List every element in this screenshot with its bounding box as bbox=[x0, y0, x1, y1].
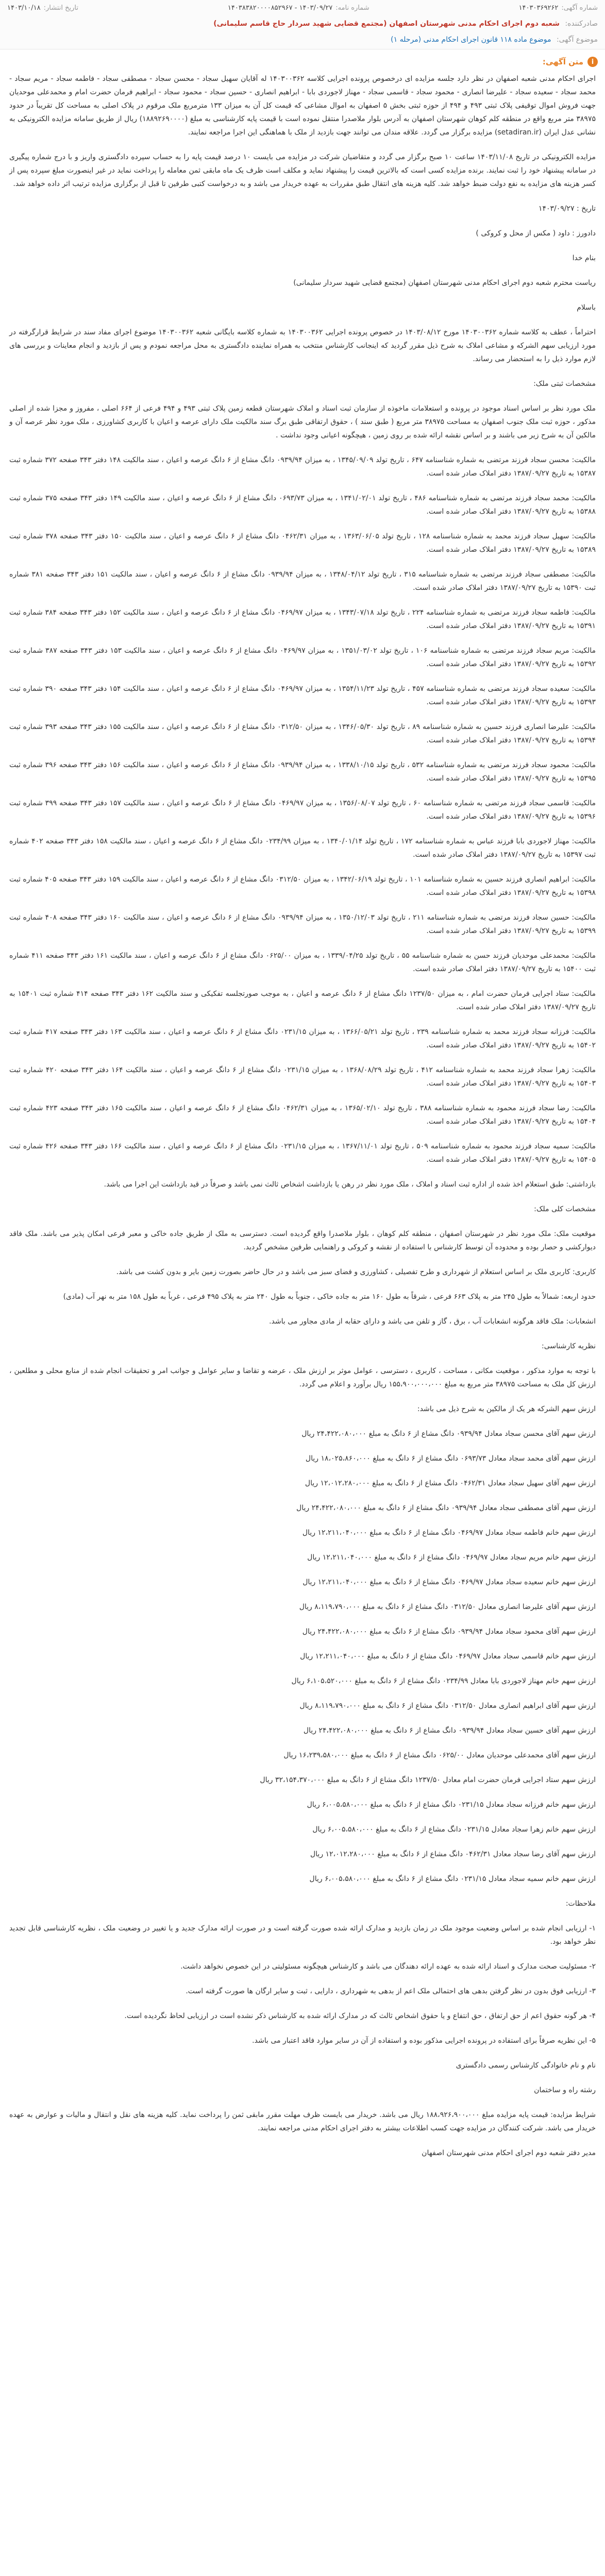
body-paragraph: مالکیت: مصطفی سجاد فرزند مرتضی به شماره شناسنامه ۳۱۵ ، تاریخ تولد ۱۳۴۸/۰۴/۱۲ ، به میزان ۰۹۳۹/۹۴ دانگ مشاع از ۶ دانگ عرصه و اعیان ، سند مالکیت ۱۵۱ دفتر ۳۴۳ صفحه ۳۸۱ شماره ثبت ۱۵۳۹۰ به تاریخ ۱۳۸۷/۰۹/۲۷ دفتر املاک صادر شده است. bbox=[9, 570, 596, 592]
body-paragraph: مالکیت: سمیه سجاد فرزند محمود به شماره شناسنامه ۵۰۹ ، تاریخ تولد ۱۳۶۷/۱۱/۰۱ ، به میزان ۰۲۳۱/۱۵ دانگ مشاع از ۶ دانگ عرصه و اعیان ، سند مالکیت ۱۶۶ دفتر ۳۴۳ صفحه ۴۲۶ شماره ثبت ۱۵۴۰۵ به تاریخ ۱۳۸۷/۰۹/۲۷ دفتر املاک صادر شده است. bbox=[9, 1142, 596, 1164]
body-paragraph: ارزش سهم آقای محمدعلی موحدیان معادل ۰۶۲۵/۰۰ دانگ مشاع از ۶ دانگ به مبلغ ۱۶،۲۳۹،۵۸۰،۰۰۰ ریال bbox=[283, 1751, 596, 1759]
issuer-value: شعبه دوم اجرای احکام مدنی شهرستان اصفهان (مجتمع قضایی شهید سردار حاج قاسم سلیمانی) bbox=[213, 20, 560, 28]
body-paragraph: بنام خدا bbox=[572, 254, 596, 262]
body-paragraph: مالکیت: زهرا سجاد فرزند محمد به شماره شناسنامه ۴۱۲ ، تاریخ تولد ۱۳۶۸/۰۸/۲۹ ، به میزان ۰۲۳۱/۱۵ دانگ مشاع از ۶ دانگ عرصه و اعیان ، سند مالکیت ۱۶۴ دفتر ۳۴۳ صفحه ۴۲۰ شماره ثبت ۱۵۴۰۳ به تاریخ ۱۳۸۷/۰۹/۲۷ دفتر املاک صادر شده است. bbox=[9, 1066, 596, 1088]
body-paragraph: مالکیت: سهیل سجاد فرزند محمد به شماره شناسنامه ۱۲۸ ، تاریخ تولد ۱۳۶۳/۰۶/۰۵ ، به میزان ۰۴۶۲/۳۱ دانگ مشاع از ۶ دانگ عرصه و اعیان ، سند مالکیت ۱۵۰ دفتر ۳۴۳ صفحه ۳۷۸ شماره ثبت ۱۵۳۸۹ به تاریخ ۱۳۸۷/۰۹/۲۷ دفتر املاک صادر شده است. bbox=[9, 532, 596, 554]
text-section-header bbox=[543, 57, 598, 67]
body-paragraph: ارزش سهم خانم مهناز لاجوردی بابا معادل ۰۲۳۴/۹۹ دانگ مشاع از ۶ دانگ به مبلغ ۶،۱۰۵،۵۲۰،۰۰۰ ریال bbox=[291, 1677, 596, 1685]
body-paragraph: مدیر دفتر شعبه دوم اجرای احکام مدنی شهرستان اصفهان bbox=[422, 2149, 596, 2157]
letter-value: ۱۴۰۳/۰۹/۲۷ - ۱۴۰۳۸۳۸۲۰۰۰۰۸۵۲۹۶۷ bbox=[227, 4, 333, 12]
body-paragraph: ارزش سهم آقای محسن سجاد معادل ۰۹۳۹/۹۴ دانگ مشاع از ۶ دانگ به مبلغ ۲۴،۴۲۲،۰۸۰،۰۰۰ ریال bbox=[301, 1430, 596, 1438]
body-paragraph: موقعیت ملک: ملک مورد نظر در شهرستان اصفهان ، منطقه کلم کوهان ، بلوار ملاصدرا واقع گردیده است. دسترسی به ملک از طریق جاده خاکی و معبر فرعی امکان پذیر می باشد. ملک فاقد دیوارکشی و حصار بوده و محدوده آن توسط کارشناس با استفاده از نقشه و کروکی و راهنمایی طرفین مشخص گردید. bbox=[9, 1230, 596, 1251]
body-paragraph: مالکیت: مریم سجاد فرزند مرتضی به شماره شناسنامه ۱۰۶ ، تاریخ تولد ۱۳۵۱/۰۳/۰۲ ، به میزان ۰۴۶۹/۹۷ دانگ مشاع از ۶ دانگ عرصه و اعیان ، سند مالکیت ۱۵۳ دفتر ۳۴۳ صفحه ۳۸۷ شماره ثبت ۱۵۳۹۲ به تاریخ ۱۳۸۷/۰۹/۲۷ دفتر املاک صادر شده است. bbox=[9, 647, 596, 668]
body-paragraph: ریاست محترم شعبه دوم اجرای احکام مدنی شهرستان اصفهان (مجتمع قضایی شهید سردار سلیمانی) bbox=[293, 279, 596, 287]
text-section-label: متن آگهی: bbox=[542, 57, 583, 66]
subject-value[interactable]: موضوع ماده ۱۱۸ قانون اجرای احکام مدنی (مرحله ۱) bbox=[391, 36, 551, 44]
body-paragraph: ۲- مسئولیت صحت مدارک و اسناد ارائه شده به عهده ارائه دهندگان می باشد و کارشناس هیچگونه مسئولیتی در این خصوص نخواهد داشت. bbox=[180, 1962, 596, 1971]
body-paragraph: ارزش سهم ستاد اجرایی فرمان حضرت امام معادل ۱۲۳۷/۵۰ دانگ مشاع از ۶ دانگ به مبلغ ۳۲،۱۵۴،۳۷۰،۰۰۰ ریال bbox=[260, 1776, 596, 1784]
body-paragraph: ارزش سهم آقای مصطفی سجاد معادل ۰۹۳۹/۹۴ دانگ مشاع از ۶ دانگ به مبلغ ۲۴،۴۲۲،۰۸۰،۰۰۰ ریال bbox=[296, 1504, 596, 1512]
tracking-value: ۱۴۰۳۰۳۶۹۲۶۲ bbox=[518, 4, 559, 12]
subject-line bbox=[7, 32, 598, 47]
body-paragraph: مشخصات ثبتی ملک: bbox=[533, 380, 596, 388]
body-paragraph: مالکیت: محمدعلی موحدیان فرزند حسن به شماره شناسنامه ۵۵ ، تاریخ تولد ۱۳۳۹/۰۴/۲۵ ، به میزان ۰۶۲۵/۰۰ دانگ مشاع از ۶ دانگ عرصه و اعیان ، سند مالکیت ۱۶۱ دفتر ۳۴۳ صفحه ۴۱۱ شماره ثبت ۱۵۴۰۰ به تاریخ ۱۳۸۷/۰۹/۲۷ دفتر املاک صادر شده است. bbox=[9, 952, 596, 973]
body-paragraph: ۴- هر گونه حقوق اعم از حق ارتفاق ، حق انتفاع و یا حقوق اشخاص ثالث که در مدارک ارائه شده به کارشناس ذکر نشده است در ارزیابی لحاظ نگردیده است. bbox=[124, 2012, 596, 2020]
body-paragraph: ارزش سهم آقای علیرضا انصاری معادل ۰۳۱۲/۵۰ دانگ مشاع از ۶ دانگ به مبلغ ۸،۱۱۹،۷۹۰،۰۰۰ ریال bbox=[299, 1603, 596, 1611]
body-paragraph: ارزش سهم آقای رضا سجاد معادل ۰۴۶۲/۳۱ دانگ مشاع از ۶ دانگ به مبلغ ۱۲،۰۱۲،۲۸۰،۰۰۰ ریال bbox=[310, 1850, 596, 1858]
announcement-body bbox=[9, 72, 596, 2576]
publish-date-label: تاریخ انتشار: bbox=[43, 4, 78, 12]
body-paragraph: ارزش سهم آقای حسین سجاد معادل ۰۹۳۹/۹۴ دانگ مشاع از ۶ دانگ به مبلغ ۲۴،۴۲۲،۰۸۰،۰۰۰ ریال bbox=[303, 1726, 596, 1735]
publish-date bbox=[7, 4, 78, 12]
body-paragraph: ۱- ارزیابی انجام شده بر اساس وضعیت موجود ملک در زمان بازدید و مدارک ارائه شده صورت گرفته است و در صورت ارائه مدارک جدید و یا تغییر در وضعیت ملک ، نظریه کارشناسی قابل تجدید نظر خواهد بود. bbox=[9, 1924, 596, 1946]
tracking-number bbox=[519, 4, 598, 12]
body-paragraph: ارزش سهم خانم فرزانه سجاد معادل ۰۲۳۱/۱۵ دانگ مشاع از ۶ دانگ به مبلغ ۶،۰۰۵،۵۸۰،۰۰۰ ریال bbox=[307, 1801, 596, 1809]
body-paragraph: ملاحظات: bbox=[565, 1900, 596, 1908]
body-paragraph: ارزش سهم خانم زهرا سجاد معادل ۰۲۳۱/۱۵ دانگ مشاع از ۶ دانگ به مبلغ ۶،۰۰۵،۵۸۰،۰۰۰ ریال bbox=[312, 1825, 596, 1834]
letter-number bbox=[228, 4, 369, 12]
announcement-meta-bar bbox=[0, 0, 605, 49]
body-paragraph: مالکیت: محمود سجاد فرزند مرتضی به شماره شناسنامه ۵۳۲ ، تاریخ تولد ۱۳۳۸/۱۰/۱۵ ، به میزان ۰۹۳۹/۹۴ دانگ مشاع از ۶ دانگ عرصه و اعیان ، سند مالکیت ۱۵۶ دفتر ۳۴۳ صفحه ۳۹۶ شماره ثبت ۱۵۳۹۵ به تاریخ ۱۳۸۷/۰۹/۲۷ دفتر املاک صادر شده است. bbox=[9, 761, 596, 783]
body-paragraph: مالکیت: ابراهیم انصاری فرزند حسین به شماره شناسنامه ۱۰۱ ، تاریخ تولد ۱۳۴۲/۰۶/۱۹ ، به میزان ۰۳۱۲/۵۰ دانگ مشاع از ۶ دانگ عرصه و اعیان ، سند مالکیت ۱۵۹ دفتر ۳۴۳ صفحه ۴۰۵ شماره ثبت ۱۵۳۹۸ به تاریخ ۱۳۸۷/۰۹/۲۷ دفتر املاک صادر شده است. bbox=[9, 875, 596, 897]
body-paragraph: شرایط مزایده: قیمت پایه مزایده مبلغ ۱۸۸،۹۲۶،۹۰۰،۰۰۰ ریال می باشد. خریدار می بایست ظرف مهلت مقرر مابقی ثمن را پرداخت نماید. کلیه هزینه های نقل و انتقال و مالیات و عوارض به عهده خریدار می باشد. شرکت کنندگان در مزایده جهت کسب اطلاعات بیشتر به دفتر اجرای احکام مدنی مراجعه نمایند. bbox=[9, 2111, 596, 2132]
body-paragraph: ارزش سهم خانم سعیده سجاد معادل ۰۴۶۹/۹۷ دانگ مشاع از ۶ دانگ به مبلغ ۱۲،۲۱۱،۰۴۰،۰۰۰ ریال bbox=[302, 1578, 596, 1586]
body-paragraph: ارزش سهم الشرکه هر یک از مالکین به شرح ذیل می باشد: bbox=[417, 1405, 596, 1413]
body-paragraph: مالکیت: محسن سجاد فرزند مرتضی به شماره شناسنامه ۶۴۷ ، تاریخ تولد ۱۳۴۵/۰۹/۰۹ ، به میزان ۰۹۳۹/۹۴ دانگ مشاع از ۶ دانگ عرصه و اعیان ، سند مالکیت ۱۴۸ دفتر ۳۴۳ صفحه ۳۷۲ شماره ثبت ۱۵۳۸۷ به تاریخ ۱۳۸۷/۰۹/۲۷ دفتر املاک صادر شده است. bbox=[9, 456, 596, 478]
subject-label: موضوع آگهی: bbox=[556, 36, 598, 44]
body-paragraph: رشته راه و ساختمان bbox=[534, 2086, 596, 2094]
body-paragraph: حدود اربعه: شمالاً به طول ۲۴۵ متر به پلاک ۶۶۳ فرعی ، شرقاً به طول ۱۶۰ متر به جاده خاکی ، جنوباً به طول ۲۴۰ متر به پلاک ۴۹۵ فرعی ، غرباً به طول ۱۵۸ متر به نهر آب (مادی) bbox=[63, 1293, 596, 1301]
body-paragraph: ارزش سهم خانم سمیه سجاد معادل ۰۲۳۱/۱۵ دانگ مشاع از ۶ دانگ به مبلغ ۶،۰۰۵،۵۸۰،۰۰۰ ریال bbox=[309, 1875, 596, 1883]
body-paragraph: اجرای احکام مدنی شعبه اصفهان در نظر دارد جلسه مزایده ای درخصوص پرونده اجرایی کلاسه ۱۴۰۳۰۰۳۶۲ له آقایان سهیل سجاد - محسن سجاد - مصطفی سجاد - فاطمه سجاد - مریم سجاد - محمد سجاد - سعیده سجاد - علیرضا انصاری - محمود سجاد - قاسمی سجاد - مهناز لاجوردی بابا - ابراهیم انصاری - حسین سجاد - محمود سجاد - ابراهیم فرمان حضرت امام و محمدعلی موحدیان جهت فروش اموال توقیفی پلاک ثبتی ۴۹۳ و ۴۹۴ از حوزه ثبتی بخش ۵ اصفهان به اموال مشاعی که قیمت کل آن به میزان ۱۳۳ مترمربع ملک مرقوم در پلاک اصلی به مساحت کل تقریباً در حدود ۳۸۹۷۵ متر مربع واقع در منطقه کلم کوهان شهرستان اصفهان به آدرس بلوار ملاصدرا منتقل نموده است با قیمت پایه کارشناسی به مبلغ (۱۸۸۹۲۶۹۰۰۰۰) ریال از طریق سامانه مزایده الکترونیکی به نشانی عدل ایران (setadiran.ir) مزایده برگزار می گردد. علاقه مندان می توانند جهت بازدید از ملک با هماهنگی این اجرا مراجعه نمایند. bbox=[9, 75, 596, 137]
body-paragraph: نظریه کارشناسی: bbox=[542, 1342, 596, 1350]
meta-row bbox=[7, 0, 598, 15]
body-paragraph: دادورز : داود ( مکس از محل و کروکی ) bbox=[476, 229, 596, 238]
body-paragraph: مالکیت: فرزانه سجاد فرزند محمد به شماره شناسنامه ۲۳۹ ، تاریخ تولد ۱۳۶۶/۰۵/۲۱ ، به میزان ۰۲۳۱/۱۵ دانگ مشاع از ۶ دانگ عرصه و اعیان ، سند مالکیت ۱۶۳ دفتر ۳۴۳ صفحه ۴۱۷ شماره ثبت ۱۵۴۰۲ به تاریخ ۱۳۸۷/۰۹/۲۷ دفتر املاک صادر شده است. bbox=[9, 1028, 596, 1049]
body-paragraph: تاریخ : ۱۴۰۳/۰۹/۲۷ bbox=[538, 205, 596, 213]
body-paragraph: بازداشتی: طبق استعلام اخذ شده از اداره ثبت اسناد و املاک ، ملک مورد نظر در رهن یا بازداشت اشخاص ثالث نمی باشد و صرفاً در قید بازداشت این اجرا می باشد. bbox=[104, 1180, 596, 1189]
letter-label: شماره نامه: bbox=[335, 4, 369, 12]
body-paragraph: مالکیت: مهناز لاجوردی بابا فرزند عباس به شماره شناسنامه ۱۷۲ ، تاریخ تولد ۱۳۴۰/۰۱/۱۴ ، به میزان ۰۲۳۴/۹۹ دانگ مشاع از ۶ دانگ عرصه و اعیان ، سند مالکیت ۱۵۸ دفتر ۳۴۳ صفحه ۴۰۲ شماره ثبت ۱۵۳۹۷ به تاریخ ۱۳۸۷/۰۹/۲۷ دفتر املاک صادر شده است. bbox=[9, 837, 596, 859]
body-paragraph: ارزش سهم خانم قاسمی سجاد معادل ۰۴۶۹/۹۷ دانگ مشاع از ۶ دانگ به مبلغ ۱۲،۲۱۱،۰۴۰،۰۰۰ ریال bbox=[300, 1652, 596, 1660]
tracking-label: شماره آگهی: bbox=[561, 4, 598, 12]
body-paragraph: مشخصات کلی ملک: bbox=[534, 1205, 596, 1213]
body-paragraph: مالکیت: رضا سجاد فرزند محمود به شماره شناسنامه ۳۸۸ ، تاریخ تولد ۱۳۶۵/۰۲/۱۰ ، به میزان ۰۴۶۲/۳۱ دانگ مشاع از ۶ دانگ عرصه و اعیان ، سند مالکیت ۱۶۵ دفتر ۳۴۳ صفحه ۴۲۳ شماره ثبت ۱۵۴۰۴ به تاریخ ۱۳۸۷/۰۹/۲۷ دفتر املاک صادر شده است. bbox=[9, 1104, 596, 1126]
body-paragraph: مالکیت: قاسمی سجاد فرزند مرتضی به شماره شناسنامه ۶۰ ، تاریخ تولد ۱۳۵۶/۰۸/۰۷ ، به میزان ۰۴۶۹/۹۷ دانگ مشاع از ۶ دانگ عرصه و اعیان ، سند مالکیت ۱۵۷ دفتر ۳۴۳ صفحه ۳۹۹ شماره ثبت ۱۵۳۹۶ به تاریخ ۱۳۸۷/۰۹/۲۷ دفتر املاک صادر شده است. bbox=[9, 799, 596, 821]
body-paragraph: مالکیت: محمد سجاد فرزند مرتضی به شماره شناسنامه ۴۸۶ ، تاریخ تولد ۱۳۴۱/۰۲/۰۱ ، به میزان ۰۶۹۳/۷۳ دانگ مشاع از ۶ دانگ عرصه و اعیان ، سند مالکیت ۱۴۹ دفتر ۳۴۳ صفحه ۳۷۵ شماره ثبت ۱۵۳۸۸ به تاریخ ۱۳۸۷/۰۹/۲۷ دفتر املاک صادر شده است. bbox=[9, 494, 596, 516]
body-paragraph: باسلام bbox=[577, 303, 596, 312]
body-paragraph: ارزش سهم آقای ابراهیم انصاری معادل ۰۳۱۲/۵۰ دانگ مشاع از ۶ دانگ به مبلغ ۸،۱۱۹،۷۹۰،۰۰۰ ریال bbox=[299, 1702, 596, 1710]
body-paragraph: انشعابات: ملک فاقد هرگونه انشعابات آب ، برق ، گاز و تلفن می باشد و دارای حقابه از مادی مجاور می باشد. bbox=[269, 1317, 596, 1326]
publish-date-value: ۱۴۰۳/۱۰/۱۸ bbox=[7, 4, 41, 12]
issuer-label: صادرکننده: bbox=[565, 20, 598, 28]
body-paragraph: ارزش سهم خانم فاطمه سجاد معادل ۰۴۶۹/۹۷ دانگ مشاع از ۶ دانگ به مبلغ ۱۲،۲۱۱،۰۴۰،۰۰۰ ریال bbox=[302, 1529, 596, 1537]
body-paragraph: ۳- ارزیابی فوق بدون در نظر گرفتن بدهی های احتمالی ملک اعم از بدهی به شهرداری ، دارایی ، ثبت و سایر ارگان ها صورت گرفته است. bbox=[186, 1987, 596, 1995]
body-paragraph: احتراماً ، عطف به کلاسه شماره ۱۴۰۳۰۰۳۶۲ مورخ ۱۴۰۳/۰۸/۱۲ در خصوص پرونده اجرایی ۱۴۰۳۰۰۳۶۲ به شماره کلاسه بایگانی شعبه ۱۴۰۳۰۰۳۶۲ موضوع اجرای مفاد سند در شرایط قرارگرفته در مورد ارزیابی سهم الشرکه و مشاعی املاک به شرح ذیل مقرر گردید که اینجانب کارشناس منتخب به همراه نماینده دادگستری به محل مراجعه نمودم و پس از بازدید و انجام معاینات و بررسی های لازم موارد ذیل را به استحضار می رساند. bbox=[9, 328, 596, 363]
body-paragraph: ارزش سهم آقای محمود سجاد معادل ۰۹۳۹/۹۴ دانگ مشاع از ۶ دانگ به مبلغ ۲۴،۴۲۲،۰۸۰،۰۰۰ ریال bbox=[302, 1628, 596, 1636]
body-paragraph: مالکیت: فاطمه سجاد فرزند مرتضی به شماره شناسنامه ۲۲۴ ، تاریخ تولد ۱۳۴۳/۰۷/۱۸ ، به میزان ۰۴۶۹/۹۷ دانگ مشاع از ۶ دانگ عرصه و اعیان ، سند مالکیت ۱۵۲ دفتر ۳۴۳ صفحه ۳۸۴ شماره ثبت ۱۵۳۹۱ به تاریخ ۱۳۸۷/۰۹/۲۷ دفتر املاک صادر شده است. bbox=[9, 608, 596, 630]
body-paragraph: مالکیت: حسین سجاد فرزند مرتضی به شماره شناسنامه ۲۱۱ ، تاریخ تولد ۱۳۵۰/۱۲/۰۳ ، به میزان ۰۹۳۹/۹۴ دانگ مشاع از ۶ دانگ عرصه و اعیان ، سند مالکیت ۱۶۰ دفتر ۳۴۳ صفحه ۴۰۸ شماره ثبت ۱۵۳۹۹ به تاریخ ۱۳۸۷/۰۹/۲۷ دفتر املاک صادر شده است. bbox=[9, 913, 596, 935]
body-paragraph: کاربری: کاربری ملک بر اساس استعلام از شهرداری و طرح تفصیلی ، کشاورزی و فضای سبز می باشد و در حال حاضر بصورت زمین بایر و بدون کشت می باشد. bbox=[116, 1268, 596, 1276]
body-paragraph: با توجه به موارد مذکور ، موقعیت مکانی ، مساحت ، کاربری ، دسترسی ، عوامل موثر بر ارزش ملک ، عرضه و تقاضا و سایر عوامل و جوانب امر و تحقیقات انجام شده از منابع محلی و مطلعین ، ارزش کل ملک به مساحت ۳۸۹۷۵ متر مربع به مبلغ ۱۵۵،۹۰۰،۰۰۰،۰۰۰ ریال برآورد و اعلام می گردد. bbox=[9, 1367, 596, 1388]
body-paragraph: ارزش سهم خانم مریم سجاد معادل ۰۴۶۹/۹۷ دانگ مشاع از ۶ دانگ به مبلغ ۱۲،۲۱۱،۰۴۰،۰۰۰ ریال bbox=[307, 1553, 596, 1562]
body-paragraph: نام و نام خانوادگی کارشناس رسمی دادگستری bbox=[456, 2061, 596, 2070]
body-paragraph: مالکیت: ستاد اجرایی فرمان حضرت امام ، به میزان ۱۲۳۷/۵۰ دانگ مشاع از ۶ دانگ عرصه و اعیان ، به موجب صورتجلسه تفکیکی و سند مالکیت ۱۶۲ دفتر ۳۴۳ صفحه ۴۱۴ شماره ثبت ۱۵۴۰۱ به تاریخ ۱۳۸۷/۰۹/۲۷ دفتر املاک صادر شده است. bbox=[9, 990, 596, 1011]
body-paragraph: ارزش سهم آقای محمد سجاد معادل ۰۶۹۳/۷۳ دانگ مشاع از ۶ دانگ به مبلغ ۱۸،۰۲۵،۸۶۰،۰۰۰ ریال bbox=[305, 1454, 596, 1463]
body-paragraph: ۵- این نظریه صرفاً برای استفاده در پرونده اجرایی مذکور بوده و استفاده از آن در سایر موارد فاقد اعتبار می باشد. bbox=[252, 2037, 596, 2045]
body-paragraph: مزایده الکترونیکی در تاریخ ۱۴۰۳/۱۱/۰۸ ساعت ۱۰ صبح برگزار می گردد و متقاضیان شرکت در مزایده می بایست ۱۰ درصد قیمت پایه را به حساب سپرده دادگستری واریز و با درج شماره پیگیری در سامانه پیشنهاد خود را ثبت نمایند. برنده مزایده کسی است که بالاترین قیمت را پیشنهاد نماید و مکلف است ظرف یک ماه مابقی ثمن معامله را پرداخت نماید در غیر اینصورت مبلغ سپرده پس از کسر هزینه های مزایده به نفع دولت ضبط خواهد شد. کلیه هزینه های انتقال طبق مقررات به عهده خریدار می باشد و به درخواست کتبی طرفین تا قبل از برگزاری مزایده ترتیب اثر داده خواهد شد. bbox=[9, 153, 596, 188]
issuer-line bbox=[7, 15, 598, 32]
body-paragraph: مالکیت: سعیده سجاد فرزند مرتضی به شماره شناسنامه ۴۵۷ ، تاریخ تولد ۱۳۵۴/۱۱/۲۳ ، به میزان ۰۴۶۹/۹۷ دانگ مشاع از ۶ دانگ عرصه و اعیان ، سند مالکیت ۱۵۴ دفتر ۳۴۳ صفحه ۳۹۰ شماره ثبت ۱۵۳۹۳ به تاریخ ۱۳۸۷/۰۹/۲۷ دفتر املاک صادر شده است. bbox=[9, 685, 596, 706]
body-paragraph: مالکیت: علیرضا انصاری فرزند حسین به شماره شناسنامه ۸۹ ، تاریخ تولد ۱۳۴۶/۰۵/۳۰ ، به میزان ۰۳۱۲/۵۰ دانگ مشاع از ۶ دانگ عرصه و اعیان ، سند مالکیت ۱۵۵ دفتر ۳۴۳ صفحه ۳۹۳ شماره ثبت ۱۵۳۹۴ به تاریخ ۱۳۸۷/۰۹/۲۷ دفتر املاک صادر شده است. bbox=[9, 723, 596, 744]
info-icon: i bbox=[587, 57, 598, 67]
body-paragraph: ارزش سهم آقای سهیل سجاد معادل ۰۴۶۲/۳۱ دانگ مشاع از ۶ دانگ به مبلغ ۱۲،۰۱۲،۲۸۰،۰۰۰ ریال bbox=[305, 1479, 596, 1487]
body-paragraph: ملک مورد نظر بر اساس اسناد موجود در پرونده و استعلامات ماخوذه از سازمان ثبت اسناد و املاک شهرستان قطعه زمین پلاک ثبتی ۴۹۳ و ۴۹۴ فرعی از ۶۶۴ اصلی ، مفروز و مجزا شده از اصلی مذکور ، حوزه ثبت ملک جنوب اصفهان به مساحت ۳۸۹۷۵ متر مربع ( طبق سند ) ، حقوق ارتفاقی طبق برگ سند مالکیت ملک دارای عرصه و اعیان با کاربری کشاورزی ، ملک مورد نظر عرصه آن و مالکین آن به شرح زیر می باشند و بر اساس نقشه ارائه شده بر روی زمین ، هیچگونه اعیانی وجود نداشت . bbox=[9, 404, 596, 439]
